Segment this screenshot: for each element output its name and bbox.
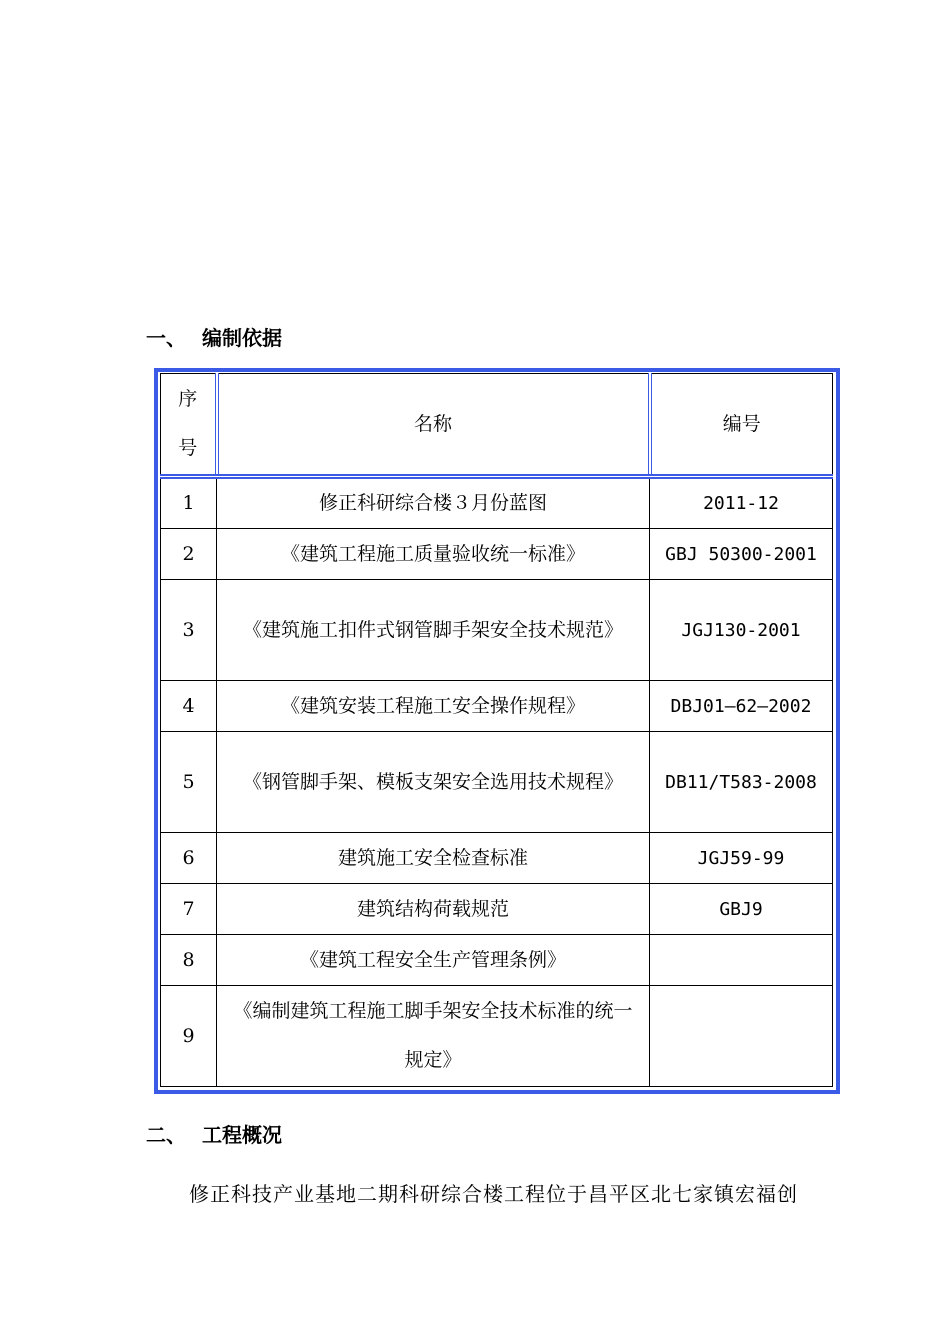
row-name: 《建筑工程施工质量验收统一标准》 [217, 529, 650, 580]
table-row [161, 986, 833, 1087]
row-name: 修正科研综合楼３月份蓝图 [217, 477, 650, 529]
row-code: JGJ130-2001 [650, 580, 833, 681]
row-seq: 5 [161, 732, 217, 833]
table-row [161, 935, 833, 986]
row-code: GBJ 50300-2001 [650, 529, 833, 580]
basis-table [160, 373, 833, 1087]
row-name: 《建筑安装工程施工安全操作规程》 [217, 681, 650, 732]
row-seq: 8 [161, 935, 217, 986]
row-name: 《建筑施工扣件式钢管脚手架安全技术规范》 [217, 580, 650, 681]
section-title: 工程概况 [202, 1123, 282, 1147]
table-header-row [161, 374, 833, 477]
header-name: 名称 [217, 374, 650, 477]
table-row [161, 681, 833, 732]
section-number: 二、 [146, 1123, 186, 1147]
row-name: 建筑结构荷载规范 [217, 884, 650, 935]
row-name: 《钢管脚手架、模板支架安全选用技术规程》 [217, 732, 650, 833]
row-code: DB11/T583-2008 [650, 732, 833, 833]
section-title: 编制依据 [202, 326, 282, 350]
row-name: 《编制建筑工程施工脚手架安全技术标准的统一规定》 [217, 986, 650, 1087]
section-number: 一、 [146, 326, 186, 350]
row-seq: 1 [161, 477, 217, 529]
section-heading-overview [146, 1119, 282, 1148]
table-row [161, 884, 833, 935]
row-seq: 2 [161, 529, 217, 580]
row-code: GBJ9 [650, 884, 833, 935]
row-code: 2011-12 [650, 477, 833, 529]
row-code: JGJ59-99 [650, 833, 833, 884]
row-seq: 4 [161, 681, 217, 732]
table-row [161, 529, 833, 580]
overview-paragraph: 修正科技产业基地二期科研综合楼工程位于昌平区北七家镇宏福创 [189, 1182, 798, 1206]
row-seq: 6 [161, 833, 217, 884]
table-row [161, 732, 833, 833]
table-row [161, 477, 833, 529]
row-seq: 3 [161, 580, 217, 681]
table-row [161, 833, 833, 884]
row-code: DBJ01—62—2002 [650, 681, 833, 732]
row-name: 《建筑工程安全生产管理条例》 [217, 935, 650, 986]
row-name: 建筑施工安全检查标准 [217, 833, 650, 884]
row-seq: 9 [161, 986, 217, 1087]
row-code [650, 986, 833, 1087]
header-seq: 序 号 [161, 374, 217, 477]
row-seq: 7 [161, 884, 217, 935]
row-code [650, 935, 833, 986]
section-heading-basis [146, 322, 282, 351]
table-row [161, 580, 833, 681]
header-code: 编号 [650, 374, 833, 477]
